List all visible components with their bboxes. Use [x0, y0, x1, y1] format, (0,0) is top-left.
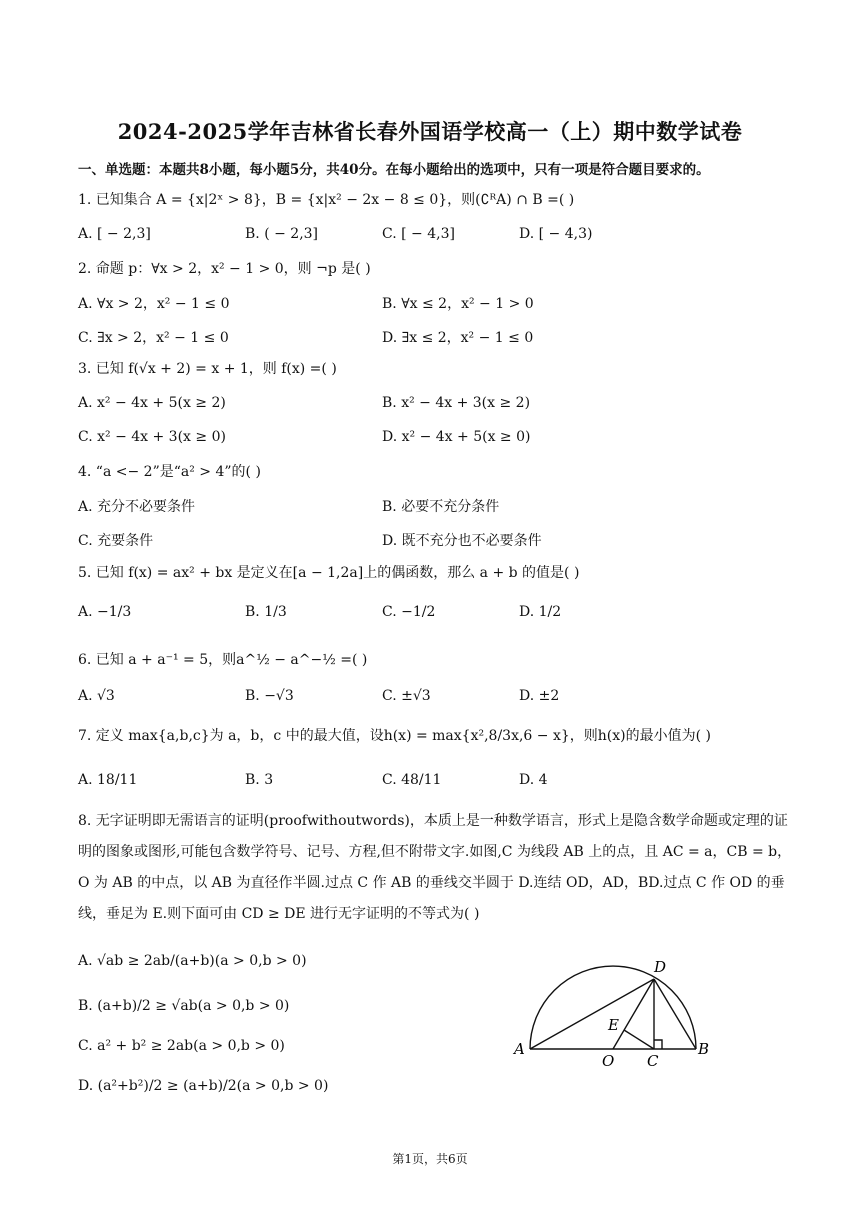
q5-option-c: C. −1/2 — [382, 604, 436, 620]
question-5-stem: 5. 已知 f(x) = ax² + bx 是定义在[a − 1,2a]上的偶函数，那么 a + b 的值是( ) — [78, 565, 580, 581]
segment-bd — [654, 979, 696, 1049]
q6-option-b: B. −√3 — [245, 688, 294, 704]
label-d: D — [654, 958, 667, 976]
section-heading: 一、单选题：本题共8小题，每小题5分，共40分。在每小题给出的选项中，只有一项是符合题目要求的。 — [78, 162, 710, 178]
q1-option-d: D. [ − 4,3) — [519, 226, 593, 242]
segment-od — [613, 979, 654, 1049]
question-6-stem: 6. 已知 a + a⁻¹ = 5，则a^½ − a^−½ =( ) — [78, 652, 368, 668]
q7-option-a: A. 18/11 — [78, 772, 138, 788]
q1-option-b: B. ( − 2,3] — [245, 226, 319, 242]
question-4-stem: 4. “a <− 2”是“a² > 4”的( ) — [78, 464, 261, 480]
q6-option-c: C. ±√3 — [382, 688, 431, 704]
q5-option-d: D. 1/2 — [519, 604, 562, 620]
q3-option-b: B. x² − 4x + 3(x ≥ 2) — [382, 395, 531, 411]
page-title: 2024-2025学年吉林省长春外国语学校高一（上）期中数学试卷 — [117, 119, 743, 144]
semicircle-figure — [510, 950, 725, 1075]
segment-ad — [530, 979, 654, 1049]
q1-option-a: A. [ − 2,3] — [78, 226, 151, 242]
q8-option-b: B. (a+b)/2 ≥ √ab(a > 0,b > 0) — [78, 998, 290, 1014]
q3-option-c: C. x² − 4x + 3(x ≥ 0) — [78, 429, 226, 445]
q1-option-c: C. [ − 4,3] — [382, 226, 455, 242]
q3-option-d: D. x² − 4x + 5(x ≥ 0) — [382, 429, 531, 445]
q4-option-d: D. 既不充分也不必要条件 — [382, 533, 542, 549]
label-b: B — [698, 1040, 710, 1058]
q8-option-d: D. (a²+b²)/2 ≥ (a+b)/2(a > 0,b > 0) — [78, 1078, 329, 1094]
label-c: C — [647, 1052, 659, 1070]
q4-option-b: B. 必要不充分条件 — [382, 499, 500, 515]
q2-option-a: A. ∀x > 2，x² − 1 ≤ 0 — [78, 296, 230, 312]
page-footer: 第1页，共6页 — [392, 1152, 468, 1166]
question-8-stem: 8. 无字证明即无需语言的证明(proofwithoutwords)，本质上是一种数学语言，形式上是隐含数学命题或定理的证明的图象或图形,可能包含数学符号、记号、方程,但不附带文字.如图,C 为线段 AB 上的点，且 AC = a，CB = b，O 为 AB 的中点，以 AB 为直径作半圆.过点 C 作 AB 的垂线交半圆于 D.连结 OD，AD，BD.过点 C 作 OD 的垂线，垂足为 E.则下面可由 CD ≥ DE 进行无字证明的不等式为( ) — [78, 813, 792, 922]
q2-option-b: B. ∀x ≤ 2，x² − 1 > 0 — [382, 296, 534, 312]
segment-ce — [624, 1030, 654, 1049]
label-o: O — [602, 1052, 615, 1070]
q4-option-a: A. 充分不必要条件 — [78, 499, 196, 515]
q7-option-c: C. 48/11 — [382, 772, 442, 788]
q2-option-d: D. ∃x ≤ 2，x² − 1 ≤ 0 — [382, 330, 534, 346]
question-7-stem: 7. 定义 max{a,b,c}为 a，b，c 中的最大值，设h(x) = max{x²,8/3x,6 − x}，则h(x)的最小值为( ) — [78, 728, 711, 744]
q3-option-a: A. x² − 4x + 5(x ≥ 2) — [78, 395, 226, 411]
q8-option-c: C. a² + b² ≥ 2ab(a > 0,b > 0) — [78, 1038, 285, 1054]
question-2-stem: 2. 命题 p：∀x > 2，x² − 1 > 0，则 ¬p 是( ) — [78, 261, 371, 277]
q7-option-d: D. 4 — [519, 772, 548, 788]
q7-option-b: B. 3 — [245, 772, 274, 788]
question-1-stem: 1. 已知集合 A = {x|2ˣ > 8}，B = {x|x² − 2x − 8 ≤ 0}，则(∁ᴿA) ∩ B =( ) — [78, 192, 575, 208]
q6-option-d: D. ±2 — [519, 688, 560, 704]
question-3-stem: 3. 已知 f(√x + 2) = x + 1，则 f(x) =( ) — [78, 361, 337, 377]
q6-option-a: A. √3 — [78, 688, 115, 704]
q2-option-c: C. ∃x > 2，x² − 1 ≤ 0 — [78, 330, 229, 346]
right-angle-mark — [654, 1040, 662, 1049]
q5-option-a: A. −1/3 — [78, 604, 132, 620]
label-e: E — [608, 1016, 619, 1034]
q8-option-a: A. √ab ≥ 2ab/(a+b)(a > 0,b > 0) — [78, 953, 307, 969]
label-a: A — [514, 1040, 525, 1058]
q5-option-b: B. 1/3 — [245, 604, 287, 620]
q4-option-c: C. 充要条件 — [78, 533, 154, 549]
